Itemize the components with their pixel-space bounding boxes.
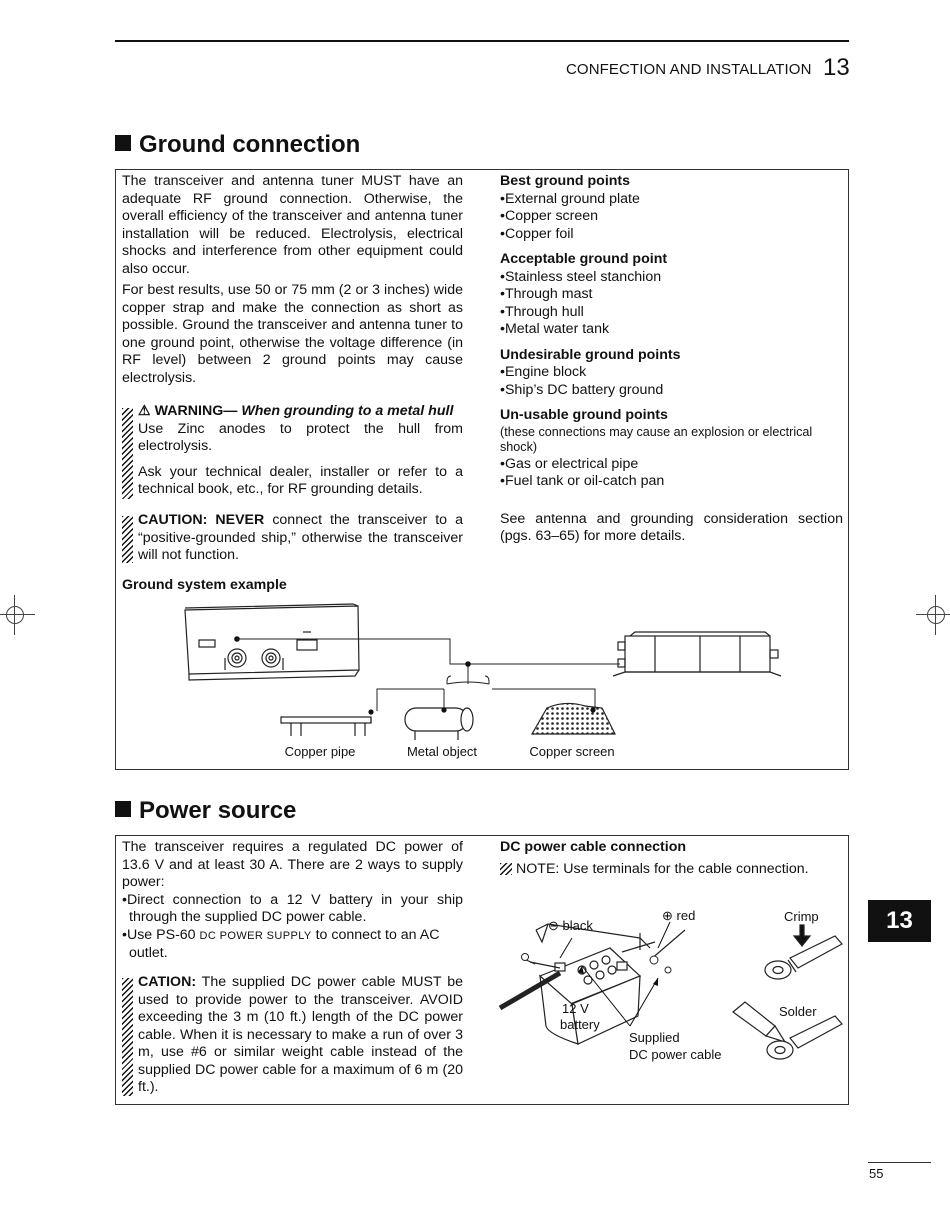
header-rule xyxy=(115,40,849,42)
best-item: •External ground plate xyxy=(500,190,640,207)
chapter-title: CONFECTION AND INSTALLATION xyxy=(566,61,812,78)
supplied-cable-label-2: DC power cable xyxy=(629,1047,722,1062)
unusable-item: •Fuel tank or oil-catch pan xyxy=(500,473,665,489)
crimp-illustration xyxy=(765,925,842,979)
square-bullet-icon xyxy=(115,135,131,151)
acceptable-title: Acceptable ground point xyxy=(500,251,668,267)
transceiver-illustration xyxy=(185,604,359,680)
copper-pipe-illustration xyxy=(281,717,371,736)
solder-label: Solder xyxy=(779,1004,817,1019)
registration-mark-left xyxy=(0,595,35,635)
best-item: •Copper screen xyxy=(500,208,599,224)
undesirable-item: •Ship’s DC battery ground xyxy=(500,381,664,398)
best-item: •Copper foil xyxy=(500,225,574,242)
caution-text: connect the transceiver to a “positive-grounded ship,” otherwise the transceiver will not function. xyxy=(138,512,463,563)
ground-left-column xyxy=(122,173,463,387)
acceptable-item: •Metal water tank xyxy=(500,321,610,337)
undesirable-item: •Engine block xyxy=(500,364,587,380)
warning-label: ⚠ WARNING— xyxy=(138,403,238,419)
dc-cable-title: DC power cable connection xyxy=(500,839,687,855)
power-caution-block xyxy=(138,974,463,1097)
see-also-text: See antenna and grounding consideration section (pgs. 63–65) for more details. xyxy=(500,510,843,544)
page-number: 55 xyxy=(869,1166,884,1181)
square-bullet-icon xyxy=(115,801,131,817)
unusable-title: Un-usable ground points xyxy=(500,407,668,423)
battery-label-2: battery xyxy=(560,1017,600,1032)
crimp-label: Crimp xyxy=(784,909,819,924)
caution-hatch xyxy=(122,516,133,563)
metal-object-illustration xyxy=(405,708,473,740)
power-bullet-1: •Direct connection to a 12 V battery in your ship through the supplied DC power cable. xyxy=(122,891,463,925)
chapter-number: 13 xyxy=(823,54,850,81)
caution-label: CAUTION: NEVER xyxy=(138,512,265,528)
dc-power-cable-diagram xyxy=(490,898,846,1098)
power-bullet-2: •Use PS-60 DC POWER SUPPLY to connect to an AC outlet. xyxy=(122,926,440,961)
power-intro: The transceiver requires a regulated DC power of 13.6 V and at least 30 A. There are 2 ways to supply power: xyxy=(122,839,463,890)
warning-text-2: Ask your technical dealer, installer or refer to a technical book, etc., for RF grounding details. xyxy=(138,463,463,497)
crop-mark xyxy=(0,0,1,1)
power-section-title: Power source xyxy=(115,797,296,825)
power-left-column xyxy=(122,839,463,963)
ground-system-diagram xyxy=(115,596,847,766)
ground-section-title: Ground connection xyxy=(115,131,360,159)
antenna-tuner-illustration xyxy=(613,632,781,676)
copper-screen-label: Copper screen xyxy=(529,744,615,759)
warning-block xyxy=(138,403,463,499)
power-caution-label: CATION: xyxy=(138,974,197,990)
caution-block xyxy=(138,512,463,565)
registration-mark-right xyxy=(916,595,950,635)
note-hatch xyxy=(500,863,512,875)
ground-example-title: Ground system example xyxy=(122,577,287,593)
warning-hatch xyxy=(122,408,133,499)
ground-intro-p2: For best results, use 50 or 75 mm (2 or 3 inches) wide copper strap and make the connection as short as possible. Ground the transceiver and antenna tuner to one ground point, otherwise the voltage difference (in RF level) between 2 ground points may cause electrolysis. xyxy=(122,282,463,386)
ground-right-column xyxy=(500,173,843,546)
footer-rule xyxy=(868,1162,931,1163)
unusable-item: •Gas or electrical pipe xyxy=(500,455,639,472)
battery-label-1: 12 V xyxy=(562,1001,589,1016)
acceptable-item: •Through mast xyxy=(500,286,593,302)
power-caution-hatch xyxy=(122,978,133,1096)
best-title: Best ground points xyxy=(500,173,631,189)
unusable-note: (these connections may cause an explosion or electrical shock) xyxy=(500,424,813,454)
warning-heading: When grounding to a metal hull xyxy=(241,403,454,419)
red-terminal-label: ⊕ red xyxy=(662,908,696,923)
black-terminal-label: ⊖ black xyxy=(548,918,593,933)
warning-text-1: Use Zinc anodes to protect the hull from electrolysis. xyxy=(138,420,463,454)
ground-intro-p1: The transceiver and antenna tuner MUST have an adequate RF ground connection. Otherwise, the overall efficiency of the transceiver and antenna tuner installation will be reduced. Electrolysis, electrical shocks and interference from other equipment could also occur. xyxy=(122,173,463,277)
dc-cable-note: NOTE: Use terminals for the cable connection. xyxy=(516,861,809,877)
copper-pipe-label: Copper pipe xyxy=(284,744,356,759)
acceptable-item: •Through hull xyxy=(500,303,584,320)
metal-object-label: Metal object xyxy=(406,744,478,759)
undesirable-title: Undesirable ground points xyxy=(500,346,681,363)
copper-screen-illustration xyxy=(532,703,615,734)
supplied-cable-label-1: Supplied xyxy=(629,1030,680,1045)
acceptable-item: •Stainless steel stanchion xyxy=(500,268,662,285)
power-caution-text: The supplied DC power cable MUST be used to provide power to the transceiver. AVOID exceeding the 3 m (10 ft.) length of the DC power cable. When it is necessary to make a run of over 3 m, use #6 or similar weight cable instead of the supplied DC power cable for a maximum of 6 m (20 ft.). xyxy=(138,974,463,1095)
chapter-tab: 13 xyxy=(868,900,931,942)
